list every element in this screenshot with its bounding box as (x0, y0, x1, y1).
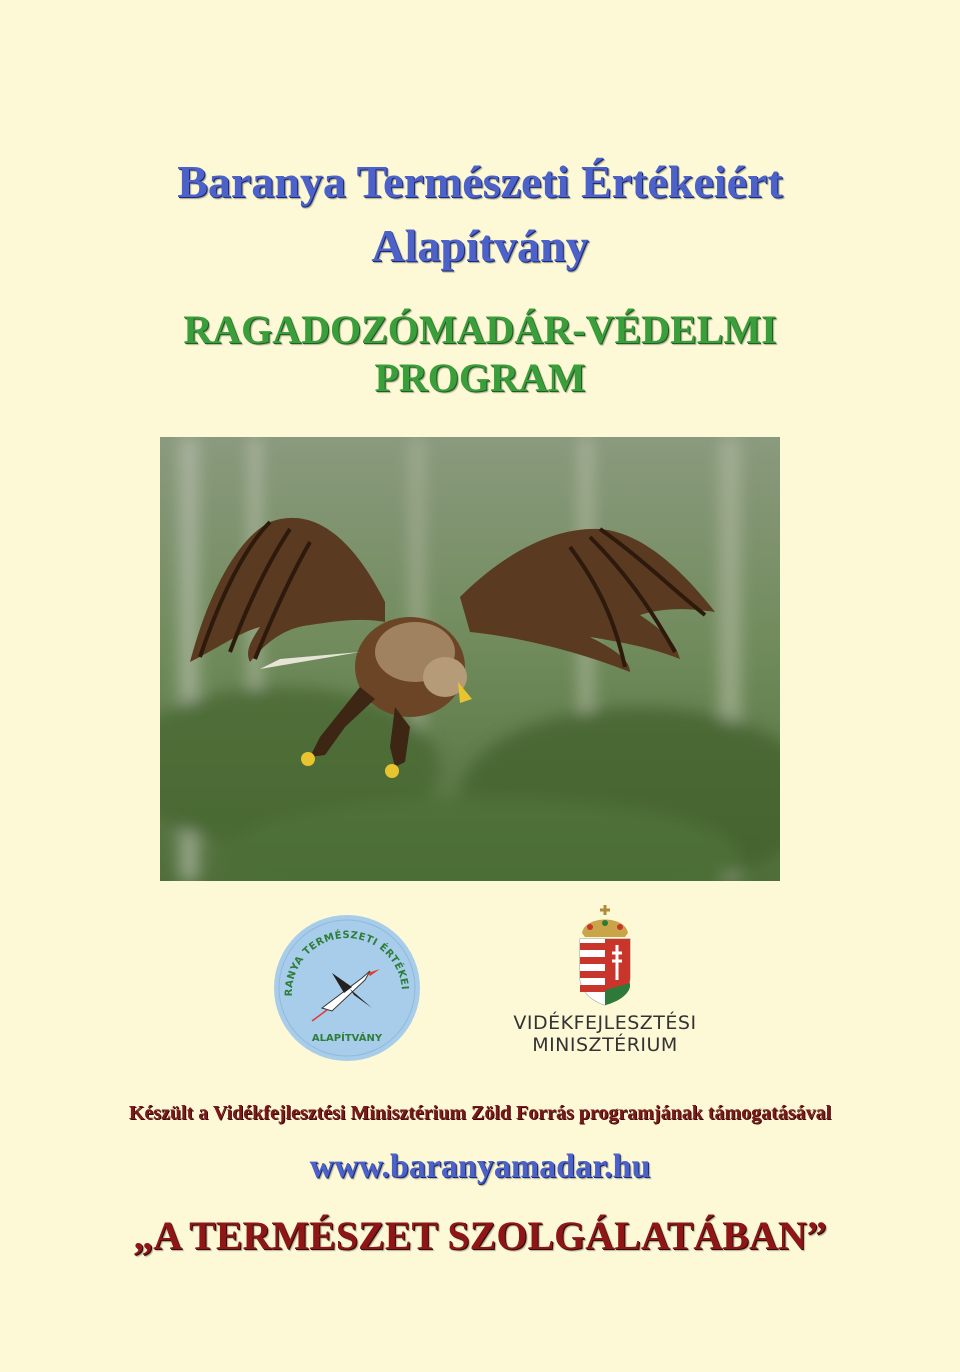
program-title-line1: RAGADOZÓMADÁR-VÉDELMI (183, 307, 777, 352)
program-title (0, 306, 960, 402)
main-title-line2: Alapítvány (371, 220, 589, 271)
foundation-bottom-text: ALAPÍTVÁNY (311, 1033, 383, 1044)
website-link[interactable]: www.baranyamadar.hu (309, 1148, 651, 1185)
main-title (0, 150, 960, 278)
support-credit: Készült a Vidékfejlesztési Minisztérium Zöld Forrás programjának támogatásával (128, 1102, 832, 1124)
foundation-logo (272, 913, 422, 1063)
foundation-emblem (272, 913, 422, 1063)
eagle-illustration (160, 437, 780, 881)
program-title-line2: PROGRAM (374, 355, 586, 400)
main-title-line1: Baranya Természeti Értékeiért (177, 156, 783, 207)
eagle-photo (160, 437, 780, 881)
ministry-name-line2: MINISZTÉRIUM (532, 1034, 678, 1056)
coat-of-arms-icon (510, 905, 700, 1010)
ministry-name (510, 1012, 700, 1056)
motto: „A TERMÉSZET SZOLGÁLATÁBAN” (133, 1213, 827, 1258)
ministry-name-line1: VIDÉKFEJLESZTÉSI (513, 1012, 697, 1034)
foundation-arc-text: RANYA TERMÉSZETI ÉRTÉKEI (283, 929, 410, 997)
